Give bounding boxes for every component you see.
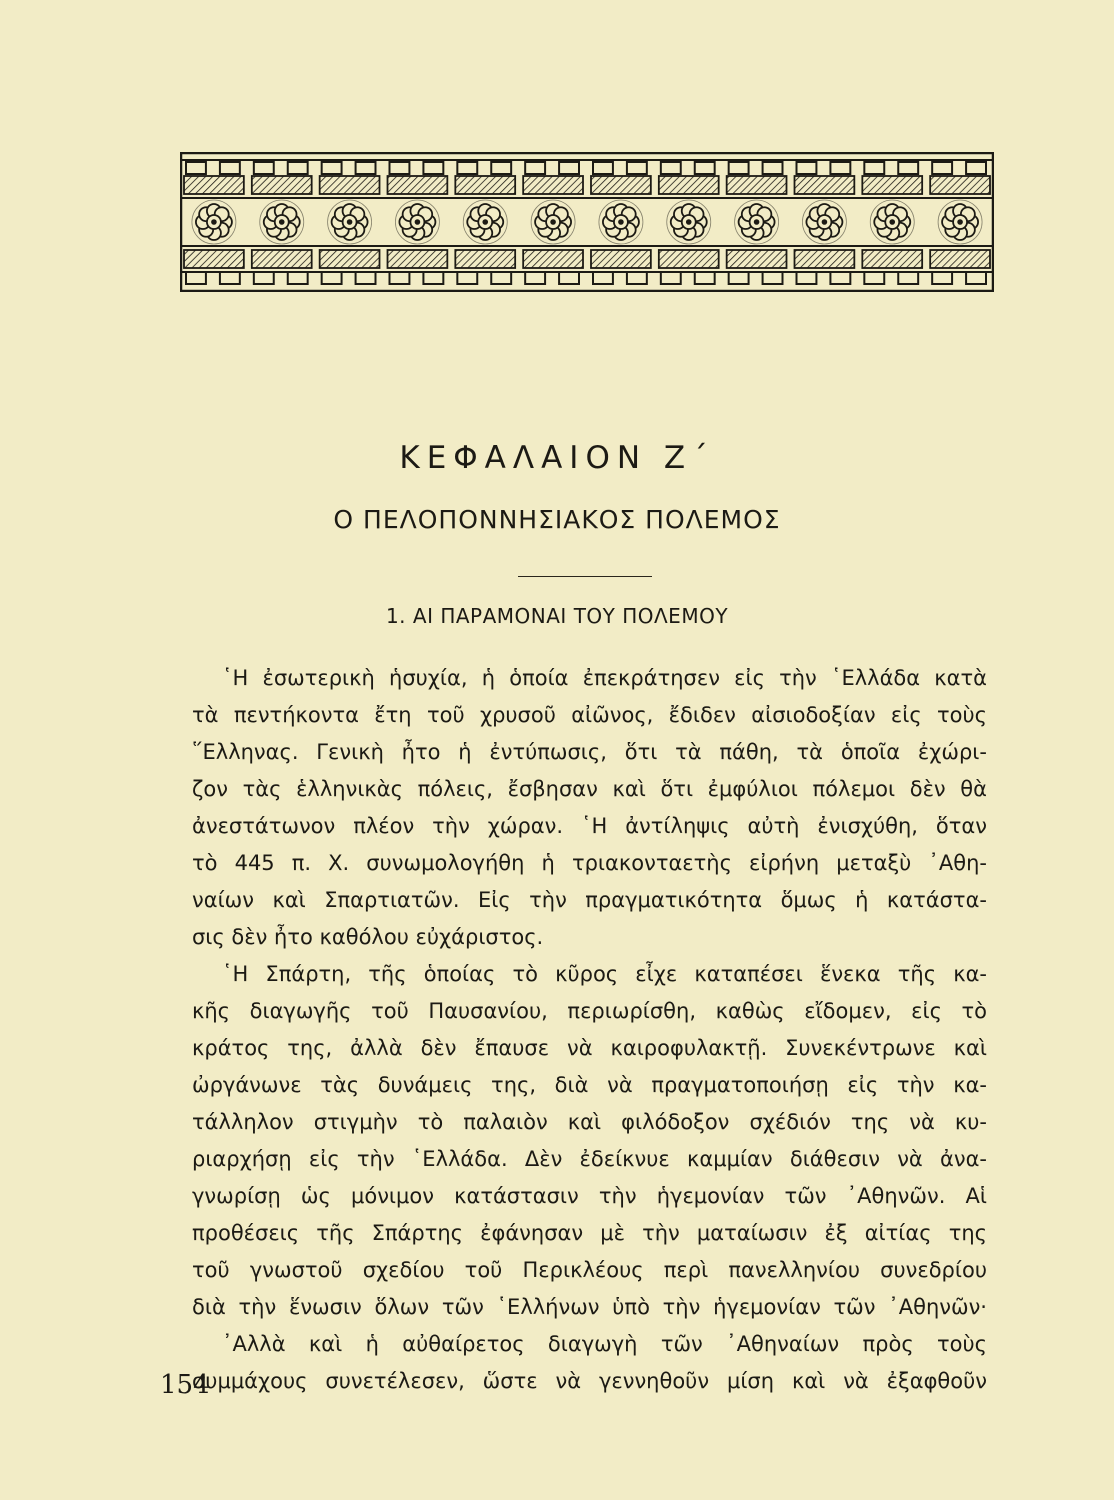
body-line: ᾿Αλλὰ καὶ ἡ αὐθαίρετος διαγωγὴ τῶν ᾿Αθηναίων πρὸς τοὺς [222, 1332, 987, 1356]
body-line: ναίων καὶ Σπαρτιατῶν. Εἰς τὴν πραγματικότητα ὅμως ἡ κατάστα- [192, 888, 987, 912]
body-line: τὰ πεντήκοντα ἔτη τοῦ χρυσοῦ αἰῶνος, ἔδιδεν αἰσιοδοξίαν εἰς τοὺς [192, 703, 987, 727]
body-line: ῾Η Σπάρτη, τῆς ὁποίας τὸ κῦρος εἶχε καταπέσει ἕνεκα τῆς κα- [222, 962, 987, 986]
body-line: γνωρίσῃ ὡς μόνιμον κατάστασιν τὴν ἡγεμονίαν τῶν ᾿Αθηνῶν. Αἱ [192, 1184, 987, 1208]
body-line: σις δὲν ἦτο καθόλου εὐχάριστος. [192, 925, 544, 949]
body-line: ὠργάνωνε τὰς δυνάμεις της, διὰ νὰ πραγματοποιήσῃ εἰς τὴν κα- [192, 1073, 987, 1097]
body-line: προθέσεις τῆς Σπάρτης ἐφάνησαν μὲ τὴν ματαίωσιν ἐξ αἰτίας της [192, 1221, 987, 1245]
body-line: τὸ 445 π. Χ. συνωμολογήθη ἡ τριακονταετὴς εἰρήνη μεταξὺ ᾿Αθη- [192, 851, 987, 875]
body-line: τάλληλον στιγμὴν τὸ παλαιὸν καὶ φιλόδοξον σχέδιόν της νὰ κυ- [192, 1110, 987, 1134]
body-line: κῆς διαγωγῆς τοῦ Παυσανίου, περιωρίσθη, καθὼς εἴδομεν, εἰς τὸ [192, 999, 987, 1023]
body-line: ριαρχήσῃ εἰς τὴν ῾Ελλάδα. Δὲν ἐδείκνυε καμμίαν διάθεσιν νὰ ἀνα- [192, 1147, 987, 1171]
page-number: 154 [160, 1370, 210, 1400]
body-line: κράτος της, ἀλλὰ δὲν ἔπαυσε νὰ καιροφυλακτῇ. Συνεκέντρωνε καὶ [192, 1036, 987, 1060]
body-line: ῾Η ἐσωτερικὴ ἡσυχία, ἡ ὁποία ἐπεκράτησεν εἰς τὴν ῾Ελλάδα κατὰ [222, 666, 987, 690]
chapter-subtitle: Ο ΠΕΛΟΠΟΝΝΗΣΙΑΚΟΣ ΠΟΛΕΜΟΣ [333, 505, 781, 534]
body-line: συμμάχους συνετέλεσεν, ὥστε νὰ γεννηθοῦν μίση καὶ νὰ ἐξαφθοῦν [192, 1369, 987, 1393]
title-divider [518, 576, 652, 577]
chapter-title: ΚΕΦΑΛΑΙΟΝ Ζ΄ [399, 440, 715, 476]
decorative-border-band [180, 152, 994, 292]
section-title: 1. ΑΙ ΠΑΡΑΜΟΝΑΙ ΤΟΥ ΠΟΛΕΜΟΥ [385, 604, 729, 628]
body-line: ῞Ελληνας. Γενικὴ ἦτο ἡ ἐντύπωσις, ὅτι τὰ πάθη, τὰ ὁποῖα ἐχώρι- [192, 740, 987, 764]
body-line: ἀνεστάτωνον πλέον τὴν χώραν. ῾Η ἀντίληψις αὐτὴ ἐνισχύθη, ὅταν [192, 814, 987, 838]
body-line: ζον τὰς ἑλληνικὰς πόλεις, ἔσβησαν καὶ ὅτι ἐμφύλιοι πόλεμοι δὲν θὰ [192, 777, 987, 801]
body-line: τοῦ γνωστοῦ σχεδίου τοῦ Περικλέους περὶ πανελληνίου συνεδρίου [192, 1258, 987, 1282]
body-line: διὰ τὴν ἕνωσιν ὅλων τῶν ῾Ελλήνων ὑπὸ τὴν ἡγεμονίαν τῶν ᾿Αθηνῶν· [192, 1295, 987, 1319]
